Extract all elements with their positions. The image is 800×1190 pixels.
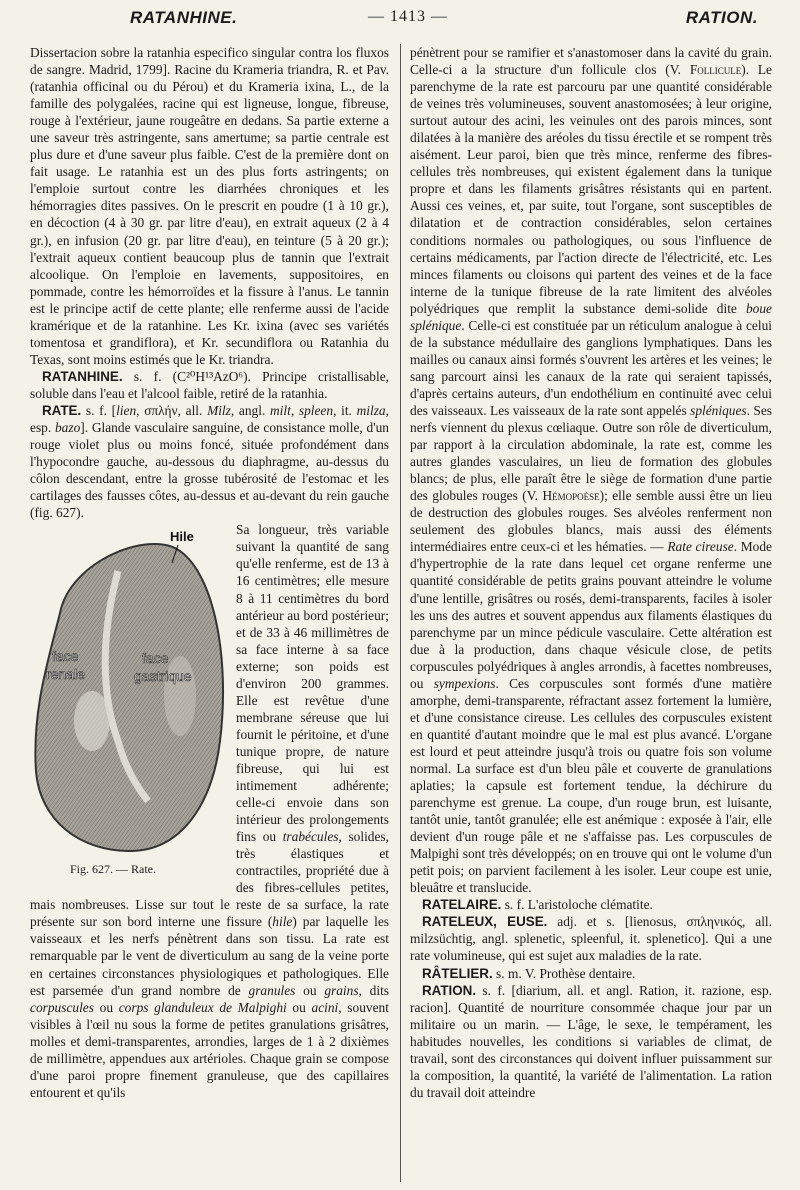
right-column bbox=[410, 44, 772, 1186]
page-number: — 1413 — bbox=[368, 8, 448, 25]
entry-ratanhine bbox=[30, 368, 389, 402]
label-face-renale-line1: face bbox=[52, 648, 79, 665]
spleen-figure bbox=[30, 521, 228, 886]
left-column bbox=[30, 44, 389, 1186]
spleen-illustration bbox=[30, 521, 228, 886]
column-divider bbox=[400, 44, 401, 1182]
ratelier-definition: s. m. V. Prothèse dentaire. bbox=[496, 965, 636, 981]
entry-ratelier bbox=[410, 965, 772, 982]
headword-rate: RATE. bbox=[42, 402, 82, 418]
label-face-gastrique-line1: face bbox=[142, 650, 169, 667]
rate-definition-start: s. f. [lien, σπλήν, all. Milz, angl. milt, spleen, it. milza, esp. bazo]. Glande vasculaire sanguine, de consistance molle, d'un rouge violet plus ou moins foncé, située profondément dans l'hypocondre gauche, au-dessous du diaphragme, au-dessus du côlon descendant, entre la grosse tubérosité de l'estomac et les cartilages des fausses côtes, au-dessus et au-devant du rein gauche (fig. 627). bbox=[30, 402, 389, 521]
page-header bbox=[30, 6, 778, 32]
headword-ratelaire: RATELAIRE. bbox=[422, 897, 502, 913]
label-hile: Hile bbox=[170, 529, 194, 545]
headword-ration: RATION. bbox=[422, 982, 477, 998]
ratelaire-definition: s. f. L'aristoloche clématite. bbox=[504, 897, 653, 913]
entry-ratelaire bbox=[410, 896, 772, 913]
ratanhine-definition: s. f. (C²⁰H¹³AzO⁶). Principe cristallisable, soluble dans l'eau et l'alcool faible, retiré de la ratanhia. bbox=[30, 368, 389, 401]
label-face-renale-line2: renale bbox=[46, 666, 85, 683]
entry-ration bbox=[410, 982, 772, 1101]
rate-definition-end: pénètrent pour se ramifier et s'anastomoser dans la cavité du grain. Celle-ci a la structure d'un follicule clos (V. Follicule). Le parenchyme de la rate est parcouru par une quantité considérable de veines très volumineuses, souvent anastomosées; à leur origine, surtout autour des acini, les veinules ont des parois minces, sont dilatées à la manière des aréoles du tissu érectile et se rompent très aisément. Leur paroi, bien que très mince, renferme des fibres-cellules très nombreuses, qui existent également dans la tunique propre et dans les filaments grisâtres résistants qui en partent. Aussi ces veines, et, par suite, tout l'organe, sont susceptibles de dilatation et de contraction considérables, selon certaines conditions normales ou pathologiques, ou sous l'influence de certains médicaments, par l'action directe de l'électricité, etc. Les minces filaments ou cloisons qui partent des veines et de la face interne de la tunique fibreuse de la rate limitent des alvéoles polyédriques que remplit la substance demi-solide dite boue splénique. Celle-ci est constituée par un réticulum analogue à celui de la substance médullaire des ganglions lymphatiques. Dans les mailles ou canaux ainsi formés s'ouvrent les artères et les veines; le sang parcourt ainsi les canaux de la rate qui seraient tapissés, d'après certains auteurs, d'un endothélium en continuité avec celui des vaisseaux. Les vaisseaux de la rate sont appelés spléniques. Ses nerfs viennent du plexus cœliaque. Outre son rôle de diverticulum, par rapport à la circulation abdominale, la rate est, comme les autres glandes vasculaires, un lieu de formation des globules blancs; de plus, elle paraît être le siège de formation d'une partie des globules rouges (V. Hémopoèse); elle semble aussi être un lieu de destruction des globules rouges. Ses alvéoles renferment non seulement des globules blancs, mais aussi des éléments intermédiaires entre ceux-ci et les hématies. — Rate cireuse. Mode d'hypertrophie de la rate dans lequel cet organe renferme une quantité considérable de petits grains pouvant atteindre le volume d'une lentille, grisâtres ou rosés, demi-transparents, faciles à isoler les uns des autres et souvent appendus aux filaments élastiques du parenchyme par un mince pédicule vasculaire. Cette altération est due à la production, dans chaque vésicule close, de petits corpuscules polyédriques à angles arrondis, à facettes nombreuses, ou sympexions. Ces corpuscules sont formés d'une matière amorphe, demi-transparente, réfractant assez fortement la lumière, et d'une consistance cireuse. Les cellules des corpuscules existent en quantité d'autant moindre que le mal est plus avancé. L'organe est lourd et peut atteindre jusqu'à trois ou quatre fois son volume normal. La surface est d'un bleu pâle et couverte de granulations aplaties; la capsule est fortement tendue, la déchirure du parenchyme est grenue. La coupe, d'un rouge brun, est luisante, tantôt unie, tantôt granulée; elle est anémique : exposée à l'air, elle devient d'un rouge pâle et ne s'affaisse pas. Les corpuscules de Malpighi sont très développés; on en trouve qui ont le volume d'un petit pois; on parvient facilement à les isoler. Leur coupe est unie, bleuâtre et translucide. bbox=[410, 45, 772, 896]
figure-caption: Fig. 627. — Rate. bbox=[70, 862, 156, 877]
ratanhia-entry-continuation: Dissertacion sobre la ratanhia especifico singular contra los fluxos de sangre. Madrid, 1799]. Racine du Krameria triandra, R. et Pav. (ratanhia officinal ou du Pérou) et du Krameria ixina, L., de la famille des polygalées, racine qui est ligneuse, longue, fibreuse, rouge à l'extérieur, jaune rougeâtre en dedans. Sa partie externe a une saveur très astringente, sans amertume; sa partie centrale est plus dure et d'une saveur plus faible. C'est de la première dont on fait usage. Le ratanhia est un des plus forts astringents; on l'emploie surtout contre les diarrhées chroniques et les hémorragies dites passives. On le prescrit en poudre (1 à 10 gr.), en décoction (4 à 30 gr. par litre d'eau), en extrait aqueux (2 à 4 gr.), en infusion (20 gr. par litre d'eau), en teinture (5 à 20 gr.); l'extrait aqueux contient beaucoup plus de tannin que l'extrait alcoolique. On l'emploie en lavements, suppositoires, en pommade, contre les hémorroïdes et la fissure à l'anus. Le tannin est le principe actif de cette plante; elle renferme aussi de l'acide kramérique et de la ratanhine. Les Kr. ixina (avec ses variétés tomentosa et grandiflora), et Kr. secundiflora ou Ratanhia du Texas, sont moins estimés que le Kr. triandra. bbox=[30, 45, 389, 367]
entry-rate bbox=[30, 402, 389, 521]
rate-definition-continued: Sa longueur, très variable suivant la quantité de sang qu'elle renferme, est de 13 à 16 centimètres; elle mesure 8 à 11 centimètres du bord antérieur au bord postérieur; et de 33 à 46 millimètres de sa face interne à sa face externe; son poids est d'environ 200 grammes. Elle est revêtue d'une membrane séreuse que lui fournit le péritoine, et d'une tunique propre, de nature fibreuse, qui lui est intimement adhérente; celle-ci envoie dans son intérieur des prolongements fins ou trabécules, solides, très élastiques et contractiles, propriété due à des fibres-cellules petites, mais nombreuses. Lisse sur tout le reste de sa surface, la rate présente sur son bord interne une fissure (hile) par laquelle les vaisseaux et les nerfs pénètrent dans son tissu. La rate est remarquable par le vent de diverticulum au sang de la veine porte en certaines circonstances physiologiques et pathologiques. Elle est parsemée d'un grand nombre de granules ou grains, dits corpuscules ou corps glanduleux de Malpighi ou acini, souvent visibles à l'œil nu sous la forme de petites granulations grisâtres, molles et demi-transparentes, arrondies, larges de 1 à 2 dixièmes de millimètre, appendues aux artérioles. Chaque grain se compose d'une paroi propre finement granuleuse, que des capillaires entourent et qu'ils bbox=[30, 522, 389, 1100]
label-face-gastrique-line2: gastrique bbox=[134, 668, 192, 685]
rateleux-definition: adj. et s. [lienosus, σπληνικός, all. milzsüchtig, angl. splenetic, spleenful, it. splenetico]. Qui a une rate volumineuse, qui est sujet aux maladies de la rate. bbox=[410, 914, 772, 964]
headword-ratelier: RÂTELIER. bbox=[422, 965, 493, 981]
headword-ratanhine: RATANHINE. bbox=[42, 368, 123, 384]
entry-rateleux bbox=[410, 913, 772, 964]
headword-rateleux: RATELEUX, EUSE. bbox=[422, 914, 548, 930]
ration-definition: s. f. [diarium, all. et angl. Ration, it. razione, esp. racion]. Quantité de nourriture consommée chaque jour par un militaire ou un marin. — L'âge, le sexe, le tempérament, les habitudes nouvelles, les conditions si variables de climat, de travail, sont des circonstances qui doivent influer puissamment sur la composition, la quantité, la variété de l'alimentation. La ration du travail doit atteindre bbox=[410, 982, 772, 1100]
highlight-patch bbox=[74, 691, 110, 751]
running-head-left: RATANHINE. bbox=[130, 8, 238, 27]
running-head-right: RATION. bbox=[685, 8, 758, 27]
